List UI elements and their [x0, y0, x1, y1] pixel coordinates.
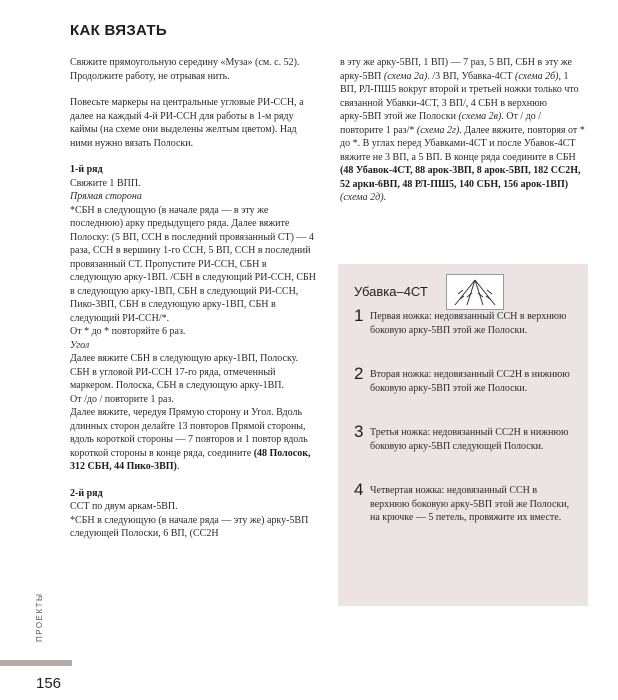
corner-text: Далее вяжите СБН в следующую арку-1ВП, Полоску. СБН в угловой РИ-ССН 17-го ряда, отмеченный маркером. Полоска, СБН в следующую арку-1ВП. [70, 353, 299, 391]
step-1 [354, 306, 576, 337]
repeat-once-text: От /до / повторите 1 раз. [70, 393, 174, 405]
decrease-info-box [338, 264, 588, 606]
alternate-text: Далее вяжите, чередуя Прямую сторону и Угол. Вдоль длинных сторон делайте 13 повторов Прямой стороны, вдоль короткой стороны — 7 повторов и 1 повтор вдоль короткой стороны в конце ряда, соедините [70, 407, 308, 459]
scheme-2b-ref: (схема 2б) [515, 70, 559, 82]
step-2-number: 2 [354, 364, 364, 383]
scheme-2d-ref: (схема 2д) [340, 192, 384, 203]
row2-continued-a: в эту же арку-5ВП, 1 ВП) — 7 раз, 5 ВП, СБН в эту же арку-5ВП [340, 57, 572, 82]
page-title: КАК ВЯЗАТЬ [70, 22, 167, 39]
step-4 [354, 480, 576, 525]
row2-totals: (48 Убавок-4СТ, 88 арок-3ВП, 8 арок-5ВП, 182 СС2Н, 52 арки-6ВП, 48 РЛ-ПШ5, 140 СБН, 156 арок-1ВП) [340, 165, 581, 190]
row2-continued-c: , 1 ВП, РЛ-ПШ5 вокруг второй и третьей ножки только что связанной Убавки-4СТ, 3 ВП/, 4 СБН в верхнюю арку-5ВП этой же Полоски [340, 70, 579, 122]
repeat-six-text: От * до * повторяйте 6 раз. [70, 326, 186, 337]
right-column [340, 56, 586, 205]
row2-continued-b: . /3 ВП, Убавка-4СТ [427, 70, 513, 82]
step-4-text: Четвертая ножка: недовязанный ССН в верхнюю боковую арку-5ВП этой же Полоски, на крючке — 5 петель, провяжите их вместе. [370, 485, 570, 523]
decrease-diagram [446, 274, 504, 310]
section-label: ПРОЕКТЫ [35, 592, 44, 642]
row2-title: 2-й ряд [70, 487, 103, 499]
row2-text: *СБН в следующую (в начале ряда — эту же) арку-5ВП следующей Полоски, 6 ВП, (СС2Н [70, 514, 309, 539]
markers-paragraph: Повесьте маркеры на центральные угловые РИ-ССН, а далее на каждый 4-й РИ-ССН для работы в 1-м ряду каймы (на схеме они выделены желтым цветом). Над ними нужно вязать Полоски. [70, 97, 304, 149]
row2-first-line: ССТ по двум аркам-5ВП. [70, 501, 178, 512]
scheme-2a-ref: (схема 2а) [383, 70, 428, 82]
step-4-number: 4 [354, 480, 364, 499]
intro-paragraph: Свяжите прямоугольную середину «Муза» (см. с. 52). Продолжите работу, не отрывая нить. [70, 57, 300, 82]
alternate-paragraph [70, 406, 316, 474]
row1-first-line: Свяжите 1 ВПП. [70, 177, 141, 189]
alternate-end: . [176, 461, 180, 472]
decrease-symbol-icon [447, 275, 503, 309]
straight-side-label: Прямая сторона [70, 191, 142, 202]
step-1-number: 1 [354, 306, 364, 325]
scheme-2v-ref: (схема 2в) [458, 111, 502, 122]
row2-continued-d: . От / до / повторите 1 раз/* [340, 111, 542, 136]
step-2-text: Вторая ножка: недовязанный СС2Н в нижнюю боковую арку-5ВП этой же Полоски. [370, 369, 570, 394]
page-number: 156 [36, 675, 62, 692]
footer-bar [0, 660, 72, 666]
box-title: Убавка–4СТ [354, 284, 428, 299]
corner-label: Угол [70, 339, 90, 351]
scheme-2g-ref: (схема 2г) [416, 124, 460, 136]
straight-side-text: *СБН в следующую (в начале ряда — в эту же последнюю) арку предыдущего ряда. Далее вяжите Полоску: (5 ВП, ССН в последний провязанный СТ) — 4 раза, ССН в вершину 1-го ССН, 5 ВП, ССН в последний провязанный СТ. Пропустите РИ-ССН, СБН в следующую арку-1ВП. /СБН в следующий РИ-ССН, СБН в следующую арку-1ВП, СБН в следующий РИ-ССН, Пико-3ВП, СБН в следующую арку-1ВП, СБН в следующий РИ-ССН/*. [70, 204, 316, 324]
row2-end: . [383, 192, 387, 203]
row1-title: 1-й ряд [70, 164, 103, 175]
alternate-totals: (48 Полосок, 312 СБН, 44 Пико-3ВП) [70, 447, 311, 472]
step-3 [354, 422, 576, 453]
step-3-number: 3 [354, 422, 364, 441]
row2-continued-e: . Далее вяжите, повторяя от * до *. В углах перед Убавками-4СТ и после Убавок-4СТ вяжите не 3 ВП, а 5 ВП. В конце ряда соедините в СБН [340, 124, 585, 163]
step-1-text: Первая ножка: недовязанный ССН в верхнюю боковую арку-5ВП этой же Полоски. [370, 311, 567, 336]
step-2 [354, 364, 576, 395]
left-column [70, 56, 316, 541]
step-3-text: Третья ножка: недовязанный СС2Н в нижнюю боковую арку-5ВП следующей Полоски. [370, 427, 569, 452]
row2-continued [340, 56, 586, 205]
